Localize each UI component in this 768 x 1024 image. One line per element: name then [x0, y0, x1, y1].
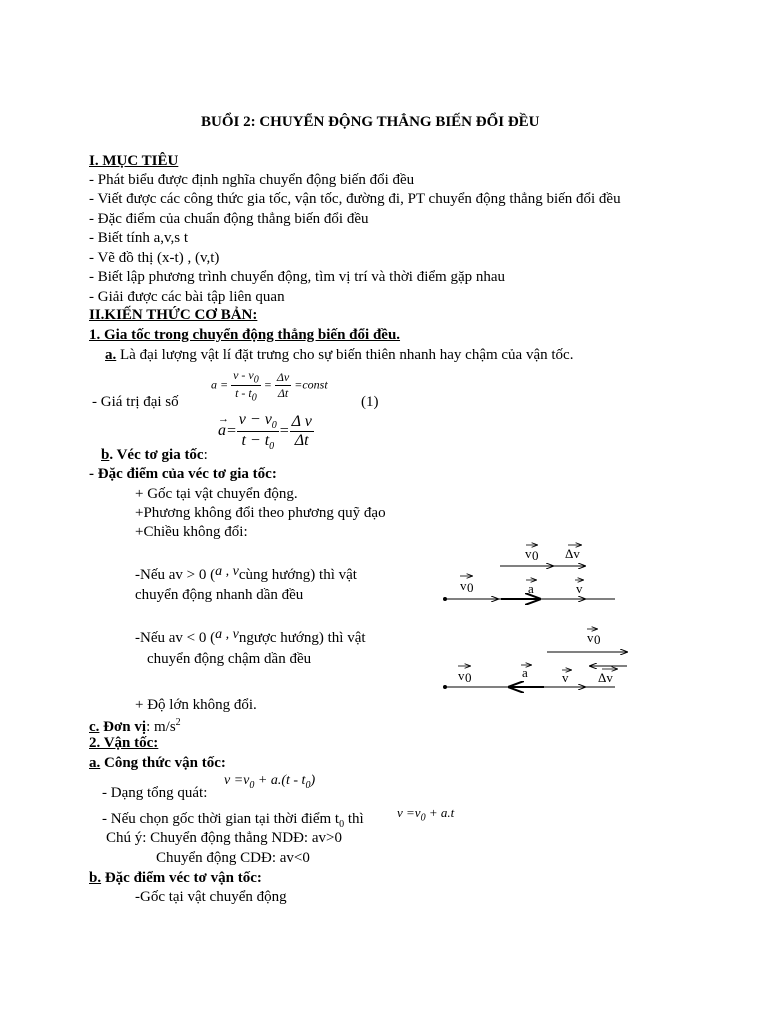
velocity-formula-title: Công thức vận tốc: [100, 755, 226, 771]
formula-fraction [231, 368, 261, 404]
formula-den: Δt [277, 386, 289, 401]
item-b-colon: : [203, 447, 208, 463]
unit-value: : m/s [146, 719, 176, 735]
unit-exponent: 2 [175, 717, 181, 728]
item-b-label: b. [89, 870, 102, 886]
formula-sub: 0 [249, 779, 255, 791]
feature-direction: +Phương không đổi theo phương quỹ đạo [135, 505, 386, 521]
v0-label-sub: 0 [465, 670, 472, 685]
feature-origin: + Gốc tại vật chuyển động. [135, 486, 298, 502]
slowing-down-axis [443, 665, 617, 689]
feature-sense: +Chiều không đổi: [135, 524, 248, 540]
slowing-down-top-vector [547, 629, 627, 666]
feature-magnitude: + Độ lớn không đổi. [135, 697, 257, 713]
case-speeding-up-line1 [135, 566, 357, 585]
delta-v-label: Δv [598, 670, 613, 685]
formula-part: + a.t [425, 805, 455, 820]
vector-acceleration-heading [89, 446, 208, 464]
vector-pair: a , v [215, 627, 239, 642]
formula-num: Δ v [291, 413, 312, 431]
time-origin-text: - Nếu chọn gốc thời gian tại thời điểm t [102, 811, 340, 827]
case-text: -Nếu av < 0 ( [135, 630, 216, 646]
objective-item: - Biết lập phương trình chuyển động, tìm vị trí và thời điểm gặp nhau [89, 269, 506, 285]
objective-item: - Đặc điểm của chuẩn động thẳng biến đổi đều [89, 211, 369, 227]
item-c-label: c. [89, 719, 100, 735]
formula-fraction [237, 411, 279, 452]
item-a-label: a. [105, 347, 117, 363]
unit-line [89, 714, 181, 736]
formula-sub: 0 [253, 374, 259, 386]
note-accelerated: Chú ý: Chuyển động thẳng NDĐ: av>0 [106, 830, 342, 846]
v0-label-sub: 0 [532, 548, 539, 563]
case-slowing-down-line1 [135, 629, 366, 648]
formula-den: t - t [235, 386, 252, 401]
formula-lhs: a = [211, 377, 229, 392]
formula-num: v − v [238, 411, 272, 428]
acceleration-definition-text: Là đại lượng vật lí đặt trưng cho sự biến thiên nhanh hay chậm của vận tốc. [116, 347, 574, 363]
velocity-feature-origin: -Gốc tại vật chuyển động [135, 889, 287, 905]
v0-label: v [460, 578, 467, 593]
formula-part: v =v [397, 805, 421, 820]
subsection-velocity-heading: 2. Vận tốc: [89, 735, 159, 751]
case-speeding-up-line2: chuyển động nhanh dần đều [135, 587, 304, 603]
objective-item: - Giải được các bài tập liên quan [89, 289, 285, 305]
formula-part: + a.(t - t [254, 773, 306, 788]
case-slowing-down-line2: chuyển động chậm dần đều [147, 651, 312, 667]
vector-pair: a , v [215, 564, 239, 579]
formula-fraction [290, 413, 314, 450]
start-point [443, 685, 447, 689]
formula-lhs: a [218, 422, 226, 440]
formula-part: v =v [224, 773, 250, 788]
objective-item: - Biết tính a,v,s t [89, 230, 189, 246]
algebraic-value-label: - Giá trị đại số [92, 394, 179, 410]
acceleration-definition [105, 346, 573, 364]
v0-label-sub: 0 [594, 632, 601, 647]
formula-sub: 0 [269, 441, 275, 453]
objective-item: - Viết được các công thức gia tốc, vận tốc, đường đi, PT chuyển động thẳng biến đổi đều [89, 191, 621, 207]
formula-sub: 0 [271, 420, 277, 432]
case-text: ngược hướng) thì vật [238, 630, 366, 646]
velocity-vector-heading [89, 869, 262, 887]
v0-label: v [458, 668, 465, 683]
item-a-label: a. [89, 755, 101, 771]
formula-num: Δv [276, 370, 290, 385]
v0-label-sub: 0 [467, 580, 474, 595]
case-text: cùng hướng) thì vật [238, 567, 357, 583]
v-label: v [576, 581, 583, 596]
page-title: BUỔI 2: CHUYỂN ĐỘNG THẲNG BIẾN ĐỔI ĐỀU [201, 114, 540, 130]
velocity-general-formula [224, 773, 315, 791]
velocity-vector-title: Đặc điểm véc tơ vận tốc: [101, 870, 262, 886]
item-b-label: b [101, 447, 110, 463]
formula-sub: 0 [305, 779, 311, 791]
general-form-label: - Dạng tổng quát: [102, 785, 208, 801]
v0-label: v [587, 630, 594, 645]
velocity-formula-heading [89, 754, 226, 772]
v-label: v [562, 670, 569, 685]
case-text: -Nếu av > 0 ( [135, 567, 216, 583]
unit-label: Đơn vị [99, 719, 147, 735]
v0-label: v [525, 546, 532, 561]
speeding-up-axis [443, 576, 615, 601]
acceleration-formula-scalar: a = $\frac{v - v_0}{t - t_0}$ = $\frac{\Delta v}{\Delta t}$ =const [211, 368, 328, 404]
formula-fraction [275, 370, 291, 401]
a-label: a [528, 581, 534, 596]
item-b-text: . Véc tơ gia tốc [109, 447, 204, 463]
section-objectives-heading: I. MỤC TIÊU [89, 153, 179, 169]
section-basics-heading: II.KIẾN THỨC CƠ BẢN: [89, 307, 258, 323]
vector-diagram [440, 538, 640, 698]
time-origin-sub: 0 [339, 819, 345, 830]
acceleration-features-heading: - Đặc điểm của véc tơ gia tốc: [89, 466, 277, 482]
objective-item: - Vẽ đồ thị (x-t) , (v,t) [89, 250, 220, 266]
formula-den: Δt [294, 432, 309, 450]
subsection-acceleration-heading: 1. Gia tốc trong chuyển động thẳng biến đổi đều. [89, 327, 401, 343]
note-decelerated: Chuyển động CDĐ: av<0 [156, 850, 310, 866]
speeding-up-top-vectors [500, 545, 585, 566]
formula-num: v - v [233, 368, 254, 382]
formula-den: t − t [241, 432, 270, 450]
a-label: a [522, 665, 528, 680]
formula-part: ) [310, 773, 316, 788]
vector-a: a → [218, 413, 229, 440]
formula-rhs: =const [294, 377, 328, 392]
time-origin-text: thì [344, 811, 364, 827]
formula-sub: 0 [420, 812, 426, 824]
delta-v-label: Δv [565, 546, 580, 561]
formula-sub: 0 [251, 392, 257, 404]
equation-number: (1) [361, 394, 379, 410]
acceleration-formula-vector: a → = $\frac{v - v_0}{t - t_0}$ = $\frac{\text{Δ v}}{\Delta t}$ [218, 411, 312, 453]
objective-item: - Phát biểu được định nghĩa chuyển động biến đổi đều [89, 172, 415, 188]
velocity-simple-formula [397, 805, 454, 824]
